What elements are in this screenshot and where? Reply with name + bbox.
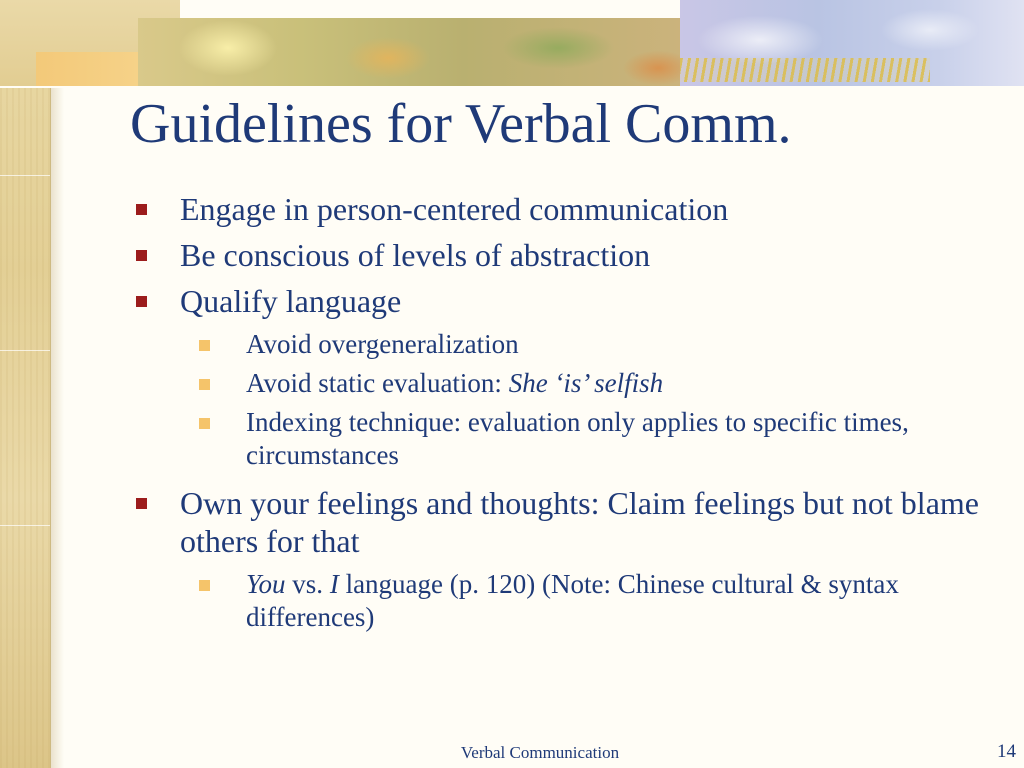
sub-bullet-item [130,328,1000,361]
bullet-text: Engage in person-centered communication [180,191,729,227]
sub-bullet-text-you: You [246,569,286,599]
square-bullet-icon [136,204,147,215]
sub-bullet-item [130,367,1000,400]
sub-bullet-item [130,406,1000,472]
sub-bullet-text: Indexing technique: evaluation only applies to specific times, circumstances [246,407,909,470]
left-strip-shadow [50,86,64,768]
left-decorative-strip [0,0,51,768]
square-bullet-icon [136,498,147,509]
slide-title: Guidelines for Verbal Comm. [130,93,792,155]
footer-text: Verbal Communication [460,743,620,762]
page-number: 14 [997,741,1016,762]
sub-bullet-text-rest: language (p. 120) (Note: Chinese cultural & syntax differences) [246,569,899,632]
sub-bullet-text [246,568,1000,634]
bullet-text: Be conscious of levels of abstraction [180,237,651,273]
bullet-text: Own your feelings and thoughts: Claim feelings but not blame others for that [180,485,979,559]
square-bullet-icon [136,296,147,307]
sub-bullet-text-italic: She ‘is’ selfish [508,368,664,398]
sub-bullet-text-vs: vs. [285,569,330,599]
band-divider [0,86,1024,88]
square-bullet-icon [136,250,147,261]
bullet-text: Qualify language [180,283,402,319]
leaf-photo-image [138,18,680,86]
sub-bullet-text [246,367,1000,400]
bullet-list [130,190,1000,640]
top-decorative-band [0,0,1024,86]
grass-photo-image [680,58,930,82]
bullet-item [130,190,1000,228]
square-sub-bullet-icon [199,340,210,351]
sub-bullet-item [130,568,1000,634]
sub-bullet-text-prefix: Avoid static evaluation: [246,368,509,398]
square-sub-bullet-icon [199,580,210,591]
square-sub-bullet-icon [199,418,210,429]
bullet-item [130,484,1000,560]
bullet-item [130,236,1000,274]
sub-bullet-text-i: I [329,569,339,599]
bullet-item [130,282,1000,320]
sub-bullet-text: Avoid overgeneralization [246,329,519,359]
square-sub-bullet-icon [199,379,210,390]
